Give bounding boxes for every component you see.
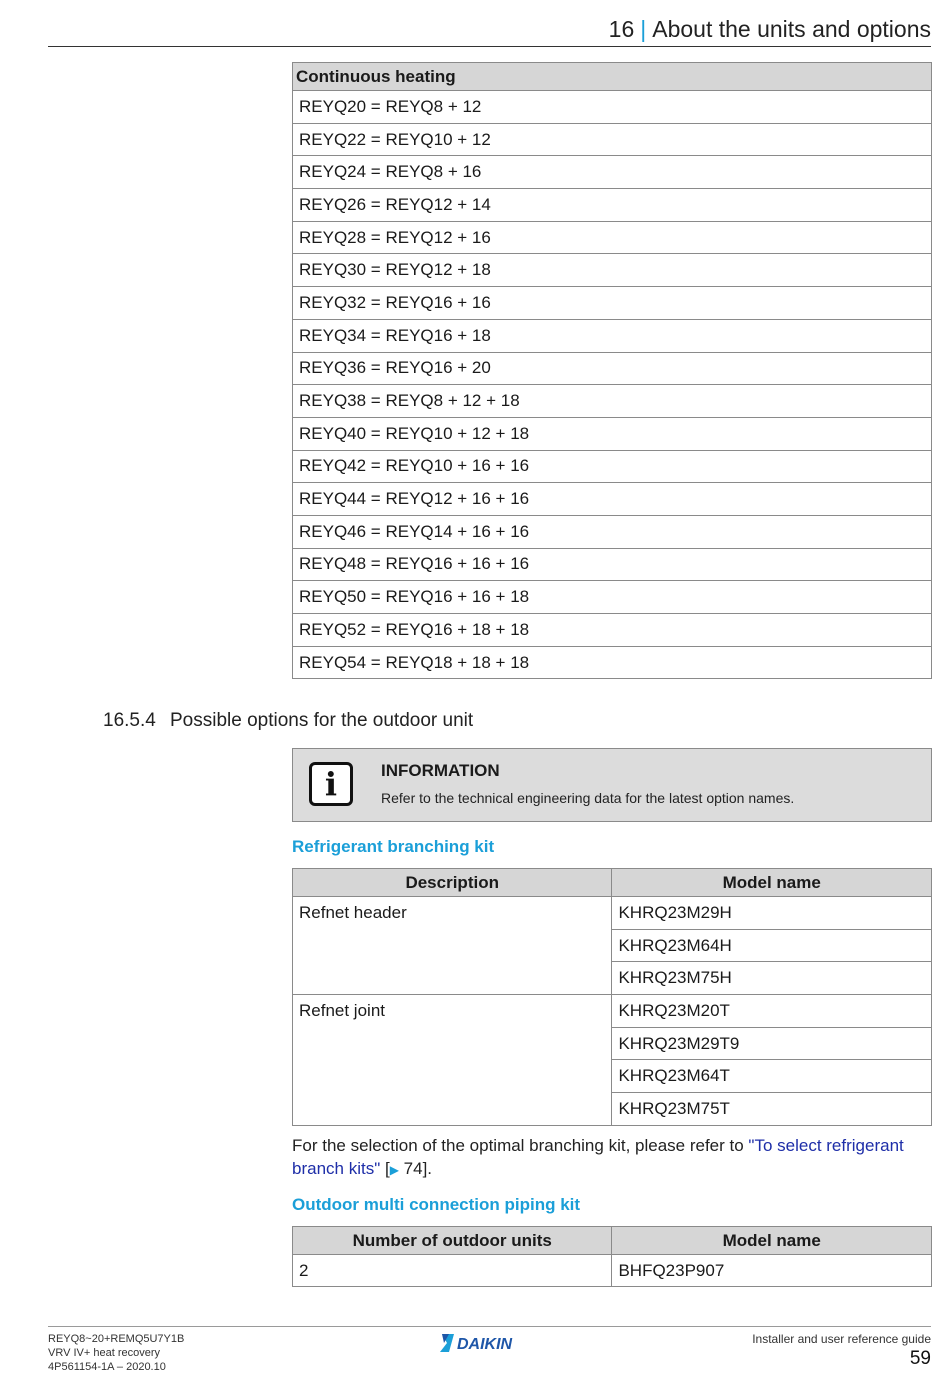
column-header-description: Description: [293, 869, 612, 897]
info-title: INFORMATION: [381, 761, 500, 780]
table-row: REYQ30 = REYQ12 + 18: [293, 254, 932, 287]
info-text: Refer to the technical engineering data for the latest option names.: [381, 790, 795, 806]
header-text: [609, 16, 931, 43]
table-row: REYQ32 = REYQ16 + 16: [293, 287, 932, 320]
model-cell: KHRQ23M75T: [612, 1093, 932, 1126]
model-cell: KHRQ23M20T: [612, 995, 932, 1028]
model-cell: BHFQ23P907: [612, 1255, 932, 1287]
multi-kit-table: [292, 1226, 932, 1287]
description-cell: Refnet joint: [293, 995, 612, 1126]
column-header-model: Model name: [612, 869, 932, 897]
model-cell: KHRQ23M29H: [612, 897, 932, 930]
footer-doc-id: 4P561154-1A – 2020.10: [48, 1361, 166, 1373]
multi-kit-heading: Outdoor multi connection piping kit: [292, 1195, 581, 1214]
page-number: 59: [909, 1348, 931, 1369]
footer-product: VRV IV+ heat recovery: [48, 1347, 160, 1359]
table-row: REYQ46 = REYQ14 + 16 + 16: [293, 515, 932, 548]
table-row: REYQ50 = REYQ16 + 16 + 18: [293, 581, 932, 614]
footer-guide-title: Installer and user reference guide: [752, 1332, 931, 1346]
note-ref-close: ].: [422, 1159, 433, 1178]
column-header-model: Model name: [612, 1227, 932, 1255]
table-row: REYQ44 = REYQ12 + 16 + 16: [293, 483, 932, 516]
table-row: REYQ22 = REYQ10 + 12: [293, 123, 932, 156]
table-row: [293, 995, 932, 1028]
section-title-text: Possible options for the outdoor unit: [170, 710, 474, 731]
chapter-title: About the units and options: [652, 16, 931, 42]
units-cell: 2: [293, 1255, 612, 1287]
branching-note: [292, 1134, 932, 1182]
branching-kit-table: [292, 868, 932, 1126]
branch-kits-link[interactable]: "To select refrigerant branch kits": [292, 1136, 904, 1178]
section-title: [103, 710, 473, 732]
footer-divider: [48, 1326, 931, 1327]
section-number: 16.5.4: [103, 710, 156, 731]
page-ref-link[interactable]: 74: [398, 1159, 423, 1178]
table-row: REYQ20 = REYQ8 + 12: [293, 91, 932, 124]
model-cell: KHRQ23M75H: [612, 962, 932, 995]
table-row: REYQ28 = REYQ12 + 16: [293, 221, 932, 254]
table-row: REYQ54 = REYQ18 + 18 + 18: [293, 646, 932, 679]
footer-info: [48, 1332, 184, 1374]
table-row: [293, 897, 932, 930]
page-header: [48, 14, 931, 47]
column-header-units: Number of outdoor units: [293, 1227, 612, 1255]
table-row: REYQ40 = REYQ10 + 12 + 18: [293, 417, 932, 450]
header-separator: |: [640, 16, 647, 42]
table-row: REYQ38 = REYQ8 + 12 + 18: [293, 385, 932, 418]
information-box: [292, 748, 932, 822]
table-row: [293, 1255, 932, 1287]
info-icon: i: [309, 762, 353, 806]
model-cell: KHRQ23M64T: [612, 1060, 932, 1093]
continuous-heating-table: [292, 62, 932, 679]
table-row: REYQ42 = REYQ10 + 16 + 16: [293, 450, 932, 483]
model-cell: KHRQ23M64H: [612, 929, 932, 962]
logo-text: DAIKIN: [457, 1336, 513, 1353]
note-ref-open: [: [380, 1159, 390, 1178]
table-header: Continuous heating: [293, 63, 932, 91]
note-text: For the selection of the optimal branching kit, please refer to: [292, 1136, 749, 1155]
model-cell: KHRQ23M29T9: [612, 1027, 932, 1060]
table-row: REYQ48 = REYQ16 + 16 + 16: [293, 548, 932, 581]
footer-model: REYQ8~20+REMQ5U7Y1B: [48, 1333, 185, 1345]
table-row: REYQ34 = REYQ16 + 18: [293, 319, 932, 352]
table-row: REYQ52 = REYQ16 + 18 + 18: [293, 614, 932, 647]
description-cell: Refnet header: [293, 897, 612, 995]
table-row: REYQ36 = REYQ16 + 20: [293, 352, 932, 385]
table-row: REYQ24 = REYQ8 + 16: [293, 156, 932, 189]
daikin-logo: [440, 1333, 540, 1353]
table-row: REYQ26 = REYQ12 + 14: [293, 189, 932, 222]
branching-kit-heading: Refrigerant branching kit: [292, 837, 495, 856]
chapter-number: 16: [608, 16, 635, 42]
page-ref-arrow-icon: ▶: [389, 1163, 399, 1177]
